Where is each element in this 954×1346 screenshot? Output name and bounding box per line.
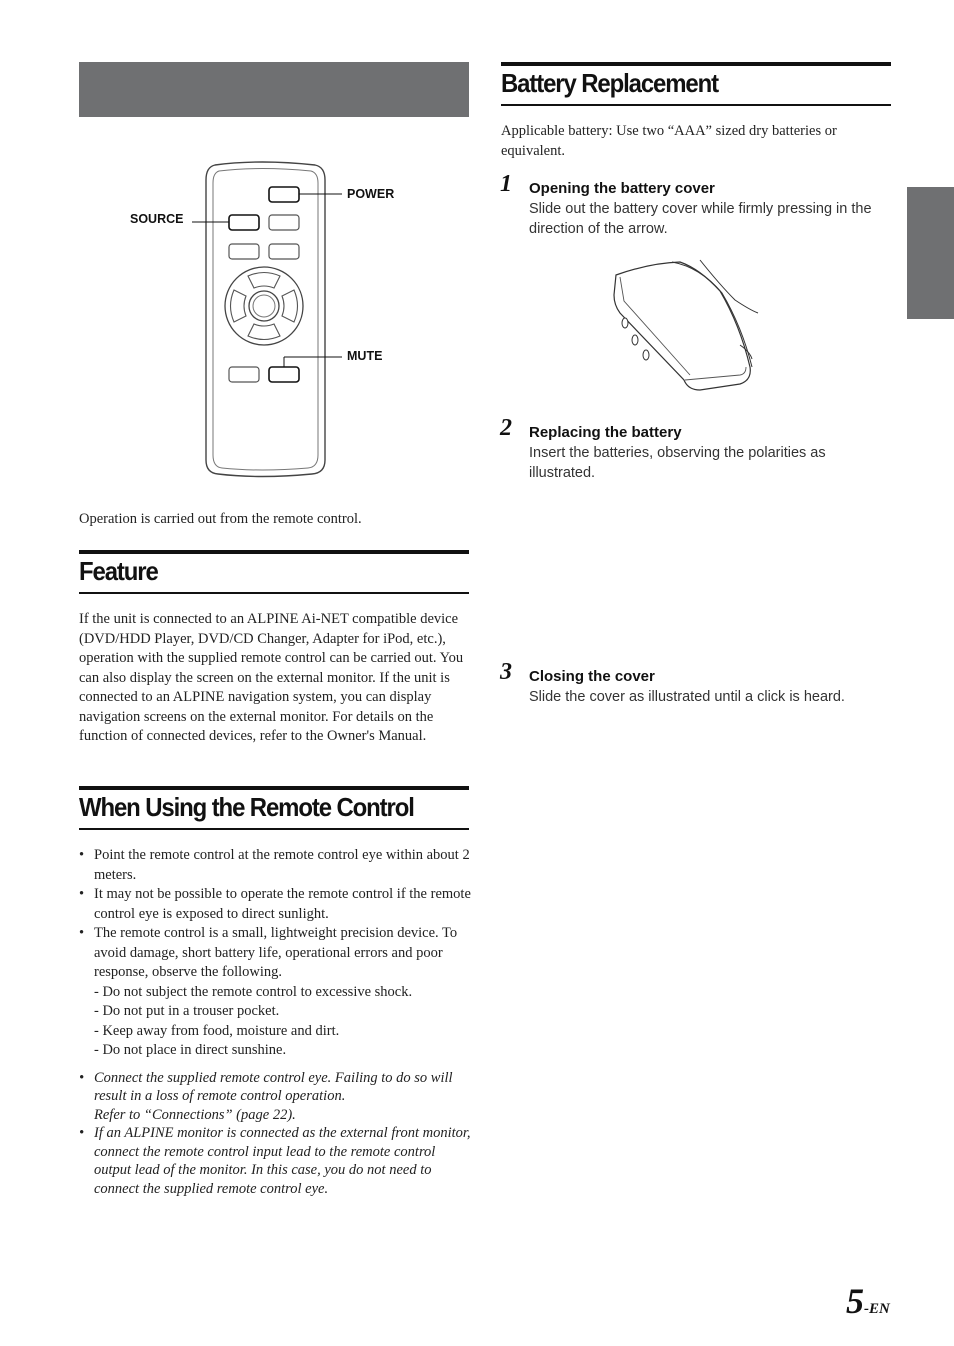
step-3-number: 3 (500, 659, 512, 685)
section-header-bar (79, 62, 469, 117)
mute-callout-label: MUTE (347, 349, 383, 363)
precaution-list (79, 846, 471, 983)
step-3-title: Closing the cover (529, 668, 655, 685)
note-text: Connect the supplied remote control eye. Failing to do so will result in a loss of remote control operation. (94, 1069, 453, 1104)
source-callout-label: SOURCE (130, 212, 184, 226)
list-item: - Do not subject the remote control to excessive shock. (94, 983, 413, 1000)
remote-use-rule-top (79, 786, 469, 790)
feature-rule-top (79, 550, 469, 554)
note-item (79, 1069, 471, 1125)
remote-use-content (79, 846, 471, 1198)
battery-heading: Battery Replacement (501, 68, 718, 98)
battery-cover-illustration (600, 255, 770, 400)
list-item: - Do not place in direct sunshine. (94, 1042, 287, 1058)
remote-use-rule-bottom (79, 828, 469, 830)
note-text: If an ALPINE monitor is connected as the external front monitor, connect the remote control input lead to the remote control output lead of the monitor. In this case, you do not need to connect the supplied remote control eye. (94, 1125, 471, 1197)
feature-body: If the unit is connected to an ALPINE Ai-NET compatible device (DVD/HDD Player, DVD/CD Changer, Adapter for iPod, etc.), operation with the supplied remote control can be carried out. You can also display the screen on the external monitor. If the unit is connected to an ALPINE navigation system, you can display navigation screens on the external monitor. For details on the function of connected devices, refer to the Owner's Manual. (79, 611, 464, 744)
handling-list (79, 983, 471, 1061)
step-1-body: Slide out the battery cover while firmly pressing in the direction of the arrow. (529, 201, 872, 237)
page-number-suffix: -EN (864, 1301, 890, 1317)
step-2-title: Replacing the battery (529, 424, 682, 441)
page-number (846, 1280, 890, 1322)
step-2-body: Insert the batteries, observing the polarities as illustrated. (529, 445, 826, 481)
remote-control-illustration (120, 155, 410, 485)
remote-caption: Operation is carried out from the remote control. (79, 511, 362, 527)
notes-list (79, 1069, 471, 1199)
side-tab-marker (907, 187, 954, 319)
battery-intro: Applicable battery: Use two “AAA” sized dry batteries or equivalent. (501, 123, 837, 159)
feature-rule-bottom (79, 592, 469, 594)
step-1-number: 1 (500, 171, 512, 197)
list-item: • Point the remote control at the remote control eye within about 2 meters. (79, 846, 471, 885)
note-reference: Refer to “Connections” (page 22). (94, 1106, 296, 1123)
step-3-body: Slide the cover as illustrated until a click is heard. (529, 689, 845, 705)
feature-heading: Feature (79, 556, 158, 586)
remote-use-heading: When Using the Remote Control (79, 792, 414, 822)
battery-rule-bottom (501, 104, 891, 106)
battery-rule-top (501, 62, 891, 66)
page-number-value: 5 (846, 1281, 864, 1321)
step-2-number: 2 (500, 415, 512, 441)
list-item: - Do not put in a trouser pocket. (94, 1003, 280, 1019)
power-callout-label: POWER (347, 187, 395, 201)
list-item: • The remote control is a small, lightweight precision device. To avoid damage, short battery life, operational errors and poor response, observe the following. (79, 924, 471, 983)
note-item (79, 1124, 471, 1198)
list-item: - Keep away from food, moisture and dirt. (94, 1022, 340, 1039)
list-item: • It may not be possible to operate the remote control if the remote control eye is exposed to direct sunlight. (79, 885, 471, 924)
step-1-title: Opening the battery cover (529, 180, 715, 197)
